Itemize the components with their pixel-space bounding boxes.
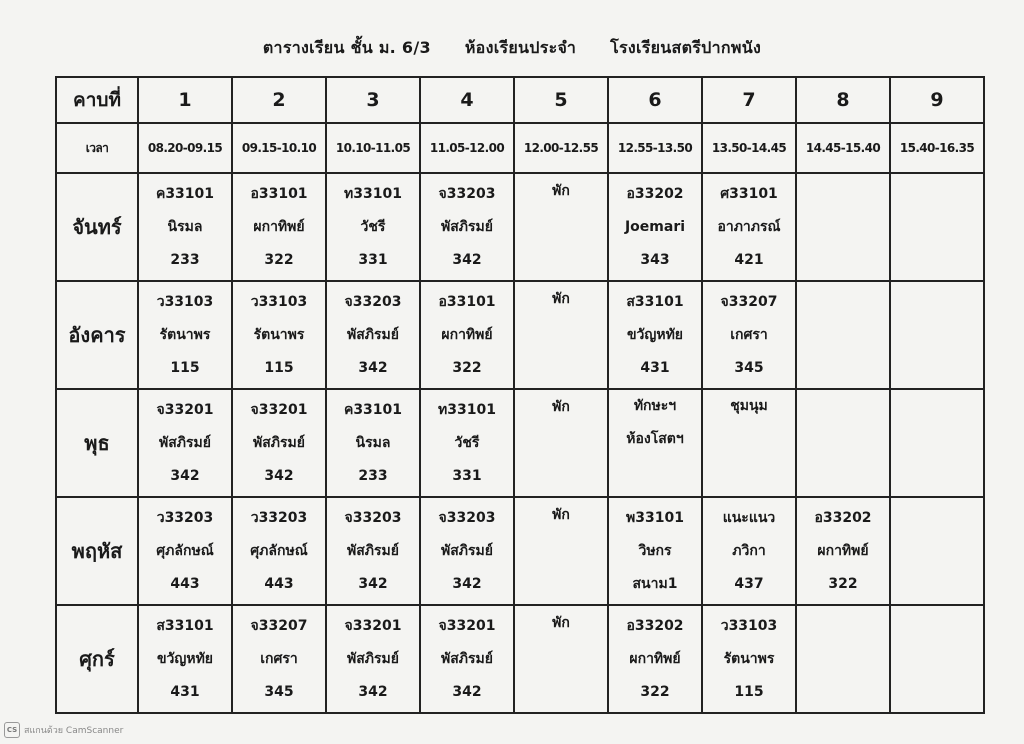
schedule-cell (420, 389, 514, 497)
day-row (56, 281, 984, 389)
schedule-cell (890, 281, 984, 389)
room-number: 342 (452, 251, 482, 268)
teacher-name: พัสภิรมย์ (347, 542, 399, 559)
room-number: 115 (264, 359, 294, 376)
room-number: 342 (264, 467, 294, 484)
room-number: 115 (170, 359, 200, 376)
schedule-cell (514, 173, 608, 281)
period-time: 09.15-10.10 (232, 123, 326, 173)
teacher-name: ศุภลักษณ์ (156, 542, 214, 559)
subject-code: ท33101 (344, 185, 402, 202)
room-number: 322 (452, 359, 482, 376)
schedule-cell (326, 389, 420, 497)
title-room: ห้องเรียนประจำ (464, 38, 577, 57)
room-number: 345 (264, 683, 294, 700)
timetable (55, 76, 985, 714)
teacher-name: รัตนาพร (253, 326, 305, 343)
room-number: 342 (452, 683, 482, 700)
teacher-name: ขวัญหทัย (626, 326, 684, 343)
room-number: 331 (452, 467, 482, 484)
room-number: 322 (640, 683, 670, 700)
camscanner-icon: CS (4, 722, 20, 738)
subject-code: ทักษะฯ (633, 398, 677, 414)
subject-code: อ33101 (438, 293, 496, 310)
title-school: โรงเรียนสตรีปากพนัง (610, 38, 762, 57)
time-header-row (56, 123, 984, 173)
period-number: 6 (608, 77, 702, 123)
room-number: 342 (452, 575, 482, 592)
schedule-cell (796, 497, 890, 605)
subject-code: ค33101 (155, 185, 215, 202)
subject-code: อ33202 (626, 617, 684, 634)
teacher-name: ผกาทิพย์ (441, 326, 493, 343)
scanner-watermark (4, 722, 123, 738)
teacher-name: พัสภิรมย์ (441, 218, 493, 235)
schedule-cell (608, 497, 702, 605)
room-number: สนาม1 (632, 575, 678, 592)
teacher-name: นิรมล (167, 218, 203, 235)
period-number: 2 (232, 77, 326, 123)
teacher-name: พัสภิรมย์ (441, 542, 493, 559)
room-number: 437 (734, 575, 764, 592)
period-time: 10.10-11.05 (326, 123, 420, 173)
room-number: 421 (734, 251, 764, 268)
day-row (56, 173, 984, 281)
room-number: 322 (828, 575, 858, 592)
teacher-name: รัตนาพร (723, 650, 775, 667)
watermark-text: สแกนด้วย CamScanner (24, 726, 124, 736)
subject-code: จ33207 (720, 293, 778, 310)
subject-code: แนะแนว (722, 509, 776, 526)
teacher-name: พัสภิรมย์ (347, 326, 399, 343)
subject-code: พัก (552, 399, 570, 415)
schedule-cell (232, 389, 326, 497)
period-time: 14.45-15.40 (796, 123, 890, 173)
teacher-name: ผกาทิพย์ (253, 218, 305, 235)
teacher-name: พัสภิรมย์ (347, 650, 399, 667)
teacher-name: นิรมล (355, 434, 391, 451)
schedule-cell (232, 173, 326, 281)
teacher-name: วัชรี (454, 434, 480, 451)
subject-code: จ33201 (344, 617, 402, 634)
teacher-name: ห้องโสตฯ (626, 431, 684, 447)
schedule-cell (890, 389, 984, 497)
schedule-cell (796, 389, 890, 497)
teacher-name: วิษกร (638, 542, 672, 559)
teacher-name: เกศรา (730, 326, 768, 343)
teacher-name: อาภาภรณ์ (717, 218, 781, 235)
day-label: ศุกร์ (56, 605, 138, 713)
room-number: 431 (640, 359, 670, 376)
room-number: 331 (358, 251, 388, 268)
teacher-name: ขวัญหทัย (156, 650, 214, 667)
period-number: 9 (890, 77, 984, 123)
room-number: 443 (170, 575, 200, 592)
room-number: 431 (170, 683, 200, 700)
schedule-cell (514, 389, 608, 497)
day-label: อังคาร (56, 281, 138, 389)
period-header-row (56, 77, 984, 123)
teacher-name: ภวิกา (732, 542, 766, 559)
subject-code: ส33101 (626, 293, 684, 310)
schedule-cell (890, 605, 984, 713)
subject-code: ท33101 (438, 401, 496, 418)
room-number: 343 (640, 251, 670, 268)
day-label: พุธ (56, 389, 138, 497)
subject-code: ชุมนุม (730, 398, 768, 414)
subject-code: จ33201 (250, 401, 308, 418)
schedule-cell (326, 281, 420, 389)
subject-code: พัก (552, 507, 570, 523)
room-number: 233 (170, 251, 200, 268)
teacher-name: ผกาทิพย์ (629, 650, 681, 667)
room-number: 342 (358, 359, 388, 376)
schedule-cell (138, 605, 232, 713)
teacher-name: พัสภิรมย์ (159, 434, 211, 451)
subject-code: พ33101 (626, 509, 684, 526)
subject-code: ว33103 (720, 617, 778, 634)
schedule-cell (890, 497, 984, 605)
teacher-name: รัตนาพร (159, 326, 211, 343)
subject-code: ส33101 (156, 617, 214, 634)
schedule-cell (608, 389, 702, 497)
period-number: 3 (326, 77, 420, 123)
period-time: 12.55-13.50 (608, 123, 702, 173)
schedule-cell (326, 497, 420, 605)
schedule-cell (138, 173, 232, 281)
subject-code: อ33202 (814, 509, 872, 526)
room-number: 342 (170, 467, 200, 484)
schedule-cell (420, 497, 514, 605)
schedule-cell (702, 173, 796, 281)
room-number: 233 (358, 467, 388, 484)
schedule-cell (608, 605, 702, 713)
schedule-cell (138, 281, 232, 389)
subject-code: อ33101 (250, 185, 308, 202)
schedule-cell (420, 605, 514, 713)
schedule-cell (420, 173, 514, 281)
period-time: 11.05-12.00 (420, 123, 514, 173)
room-number: 342 (358, 683, 388, 700)
room-number: 322 (264, 251, 294, 268)
period-time: 12.00-12.55 (514, 123, 608, 173)
schedule-cell (138, 497, 232, 605)
teacher-name: ผกาทิพย์ (817, 542, 869, 559)
teacher-name: พัสภิรมย์ (253, 434, 305, 451)
teacher-name: เกศรา (260, 650, 298, 667)
schedule-cell (514, 281, 608, 389)
schedule-cell (514, 605, 608, 713)
schedule-cell (232, 497, 326, 605)
period-time: 15.40-16.35 (890, 123, 984, 173)
subject-code: อ33202 (626, 185, 684, 202)
subject-code: ค33101 (343, 401, 403, 418)
time-label: เวลา (56, 123, 138, 173)
subject-code: จ33203 (438, 509, 496, 526)
period-label: คาบที่ (56, 77, 138, 123)
schedule-cell (608, 281, 702, 389)
subject-code: พัก (552, 615, 570, 631)
subject-code: จ33207 (250, 617, 308, 634)
schedule-cell (702, 605, 796, 713)
schedule-cell (232, 281, 326, 389)
schedule-cell (796, 281, 890, 389)
page-title (0, 36, 1024, 61)
room-number: 345 (734, 359, 764, 376)
subject-code: จ33203 (344, 509, 402, 526)
schedule-cell (326, 605, 420, 713)
subject-code: พัก (552, 183, 570, 199)
day-row (56, 605, 984, 713)
period-number: 5 (514, 77, 608, 123)
teacher-name: ศุภลักษณ์ (250, 542, 308, 559)
period-number: 8 (796, 77, 890, 123)
subject-code: จ33201 (156, 401, 214, 418)
schedule-cell (796, 605, 890, 713)
teacher-name: Joemari (624, 218, 686, 235)
day-row (56, 389, 984, 497)
schedule-cell (702, 281, 796, 389)
subject-code: จ33203 (438, 185, 496, 202)
day-row (56, 497, 984, 605)
schedule-cell (608, 173, 702, 281)
subject-code: จ33203 (344, 293, 402, 310)
period-time: 08.20-09.15 (138, 123, 232, 173)
teacher-name: พัสภิรมย์ (441, 650, 493, 667)
title-class: ตารางเรียน ชั้น ม. 6/3 (262, 38, 431, 57)
day-label: จันทร์ (56, 173, 138, 281)
schedule-cell (138, 389, 232, 497)
room-number: 342 (358, 575, 388, 592)
period-number: 7 (702, 77, 796, 123)
subject-code: ว33103 (250, 293, 308, 310)
room-number: 115 (734, 683, 764, 700)
subject-code: ว33203 (250, 509, 308, 526)
period-time: 13.50-14.45 (702, 123, 796, 173)
teacher-name: วัชรี (360, 218, 386, 235)
period-number: 1 (138, 77, 232, 123)
day-label: พฤหัส (56, 497, 138, 605)
schedule-cell (232, 605, 326, 713)
schedule-cell (514, 497, 608, 605)
subject-code: ว33203 (156, 509, 214, 526)
period-number: 4 (420, 77, 514, 123)
schedule-cell (702, 497, 796, 605)
subject-code: จ33201 (438, 617, 496, 634)
subject-code: พัก (552, 291, 570, 307)
schedule-cell (890, 173, 984, 281)
subject-code: ศ33101 (720, 185, 778, 202)
schedule-cell (420, 281, 514, 389)
room-number: 443 (264, 575, 294, 592)
schedule-cell (796, 173, 890, 281)
subject-code: ว33103 (156, 293, 214, 310)
schedule-cell (326, 173, 420, 281)
schedule-cell (702, 389, 796, 497)
